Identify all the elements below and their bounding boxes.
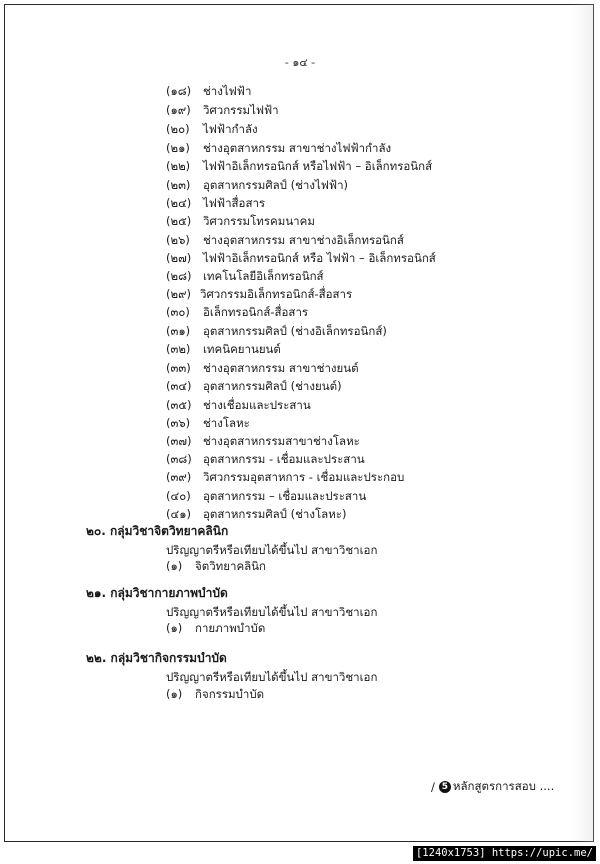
group-heading: ๒๐. กลุ่มวิชาจิตวิทยาคลินิก bbox=[86, 524, 229, 538]
degree-requirement: ปริญญาตรีหรือเทียบได้ขึ้นไป สาขาวิชาเอก bbox=[166, 670, 378, 684]
degree-requirement: ปริญญาตรีหรือเทียบได้ขึ้นไป สาขาวิชาเอก bbox=[166, 605, 378, 619]
document-page bbox=[4, 4, 594, 842]
number-circle-icon: 5 bbox=[439, 781, 451, 793]
group-heading: ๒๑. กลุ่มวิชากายภาพบำบัด bbox=[86, 586, 228, 600]
footer-text: หลักสูตรการสอบ .... bbox=[452, 779, 555, 793]
image-host-watermark: [1240x1753] https://upic.me/ bbox=[413, 846, 596, 861]
degree-requirement: ปริญญาตรีหรือเทียบได้ขึ้นไป สาขาวิชาเอก bbox=[166, 543, 378, 557]
page-number: - ๑๔ - bbox=[284, 56, 316, 69]
group-heading: ๒๒. กลุ่มวิชากิจกรรมบำบัด bbox=[86, 651, 227, 665]
scan-shadow bbox=[570, 4, 594, 842]
footer-slash: / bbox=[431, 780, 435, 794]
continuation-footer bbox=[431, 778, 554, 796]
